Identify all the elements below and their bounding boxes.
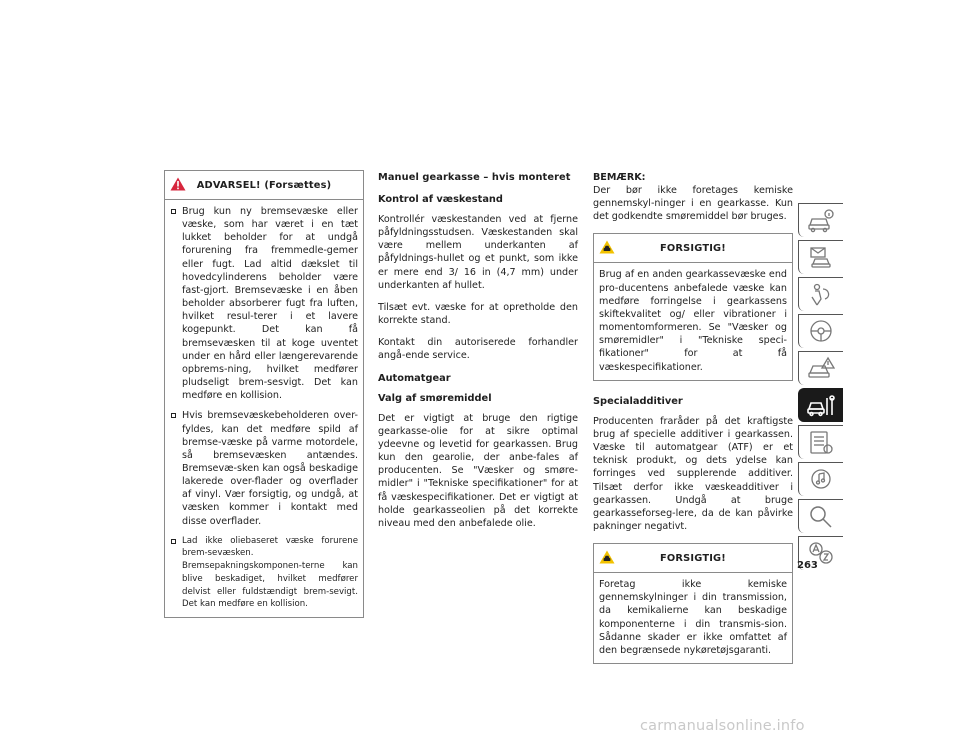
tab-car-warning[interactable] (798, 351, 843, 385)
warning-bullet-text: Lad ikke oliebaseret væske forurene brem-sevæsken. Bremsepakningskomponen-terne kan blive beskadiget, hvilket medfører delvist eller fuldstændigt brem-sevigt. Det kan medføre en kollision. (182, 535, 358, 610)
car-tools-icon (807, 392, 835, 419)
warning-bullet (170, 535, 358, 611)
tab-airbag[interactable] (798, 277, 843, 311)
caution-box-title: FORSIGTIG! (660, 242, 726, 254)
caution-text: Foretag ikke kemiske gennemskylninger i din transmission, da kemikalierne kan beskadige komponenterne i din transmis-sion. Sådanne skader er ikke omfattet af den begrænsede nykøretøjsgaranti. (599, 579, 787, 656)
caution-box-body (594, 573, 792, 663)
right-column (593, 171, 793, 664)
music-nav-icon (807, 466, 835, 493)
magnifier-icon (807, 503, 835, 530)
caution-box-title: FORSIGTIG! (660, 552, 726, 564)
car-info-icon (807, 207, 835, 234)
bullet-square-icon (171, 209, 176, 214)
warning-box-title: ADVARSEL! (Forsættes) (196, 179, 332, 191)
warning-triangle-icon (170, 177, 186, 191)
tab-car-info[interactable] (798, 203, 843, 237)
warning-bullet-text: Brug kun ny bremsevæske eller væske, som har været i en tæt lukket beholder for at undgå forurening fra fremmedle-gemer eller fugt. Lad altid dækslet til hovedcylinderens beholder være fast-gjort. Bremsevæske i en åben beholder absorberer fugt fra luften, hvilket resul-terer i et lavere kogepunkt. Det kan få bremsevæsken til at koge uventet under en hård eller længerevarende opbrems-ning, hvilket medfører pludseligt brem-sesvigt. Det kan medføre en kollision. (182, 206, 358, 402)
tab-car-tools[interactable] (798, 388, 843, 422)
warning-box-body (165, 200, 363, 617)
note-text: Der bør ikke foretages kemiske gennemskyl-ninger i en gearkasse. Kun det godkendte smøremiddel bør bruges. (593, 185, 793, 223)
middle-column (378, 171, 578, 530)
tab-steering[interactable] (798, 314, 843, 348)
bullet-square-icon (171, 413, 176, 418)
warning-box (164, 170, 364, 618)
chapter-tabs (798, 203, 843, 573)
fluid-level-heading: Kontrol af væskestand (378, 194, 503, 205)
steering-wheel-icon (807, 318, 835, 345)
warning-bullet (170, 409, 358, 527)
specifications-list-icon (807, 429, 835, 456)
warning-bullet (170, 205, 358, 402)
caution-box (593, 543, 793, 664)
caution-box-body (594, 263, 792, 379)
page-number: 263 (797, 560, 818, 571)
tab-multimedia[interactable] (798, 462, 843, 496)
automatic-heading: Automatgear (378, 372, 451, 384)
section-title: Manuel gearkasse – hvis monteret (378, 172, 571, 183)
paragraph: Tilsæt evt. væske for at opretholde den korrekte stand. (378, 301, 578, 327)
bullet-square-icon (171, 539, 176, 544)
note-label: BEMÆRK: (593, 172, 646, 183)
lubricant-heading: Valg af smøremiddel (378, 392, 492, 404)
caution-car-icon (599, 550, 615, 564)
caution-box (593, 233, 793, 380)
car-warning-icon (807, 355, 835, 382)
tab-car-mail[interactable] (798, 240, 843, 274)
warning-bullet-text: Hvis bremsevæskebeholderen over-fyldes, kan det medføre spild af bremse-væske på varme motordele, så bremsevæsken antændes. Bremsevæ-sken kan også beskadige lakerede over-flader og overflader af vinyl. Vær forsigtig, og undgå, at væsken kommer i kontakt med disse overflader. (182, 410, 358, 527)
paragraph: Kontakt din autoriserede forhandler angå-ende service. (378, 337, 578, 362)
watermark: carmanualsonline.info (640, 718, 805, 734)
special-additives-heading: Specialadditiver (593, 395, 683, 407)
airbag-person-icon (807, 281, 835, 308)
left-column (164, 170, 364, 618)
paragraph: Producenten fraråder på det kraftigste brug af specielle additiver i gearkassen. Væske til automatgear (ATF) er et teknisk produkt, og dets ydelse kan forringes ved supplerende additiver. Tilsæt derfor ikke væskeadditiver i gearkassen. Undgå at bruge gearkasseforseg-lere, da de kan påvirke pakninger negativt. (593, 415, 793, 532)
caution-box-header (594, 234, 792, 263)
tab-index-search[interactable] (798, 499, 843, 533)
caution-car-icon (599, 240, 615, 254)
paragraph: Det er vigtigt at bruge den rigtige gearkasse-olie for at sikre optimal ydeevne og levetid for gearkassen. Brug kun den gearolie, der anbe-fales af producenten. Se "Væsker og smøre-midler" i "Tekniske specifikationer" for at få væskespecifikationer. Det er vigtigt at holde gearkasseolien på det korrekte niveau med den anbefalede olie. (378, 412, 578, 529)
car-mail-icon (807, 244, 835, 271)
caution-text: Brug af en anden gearkassevæske end pro-ducentens anbefalede væske kan medføre forringelse i gearkassens skiftekvalitet og/ eller vibrationer i momentomformeren. Se "Væsker og smøremidler" i "Tekniske speci-fikationer" for at få væskespecifikationer. (599, 269, 787, 373)
paragraph: Kontrollér væskestanden ved at fjerne påfyldningsstudsen. Væskestanden skal være mellem underkanten af påfyldnings-hullet og et punkt, som ikke er mere end 3/ 16 in (4,7 mm) under underkanten af hullet. (378, 214, 578, 291)
warning-box-header (165, 171, 363, 200)
tab-specifications[interactable] (798, 425, 843, 459)
caution-box-header (594, 544, 792, 573)
